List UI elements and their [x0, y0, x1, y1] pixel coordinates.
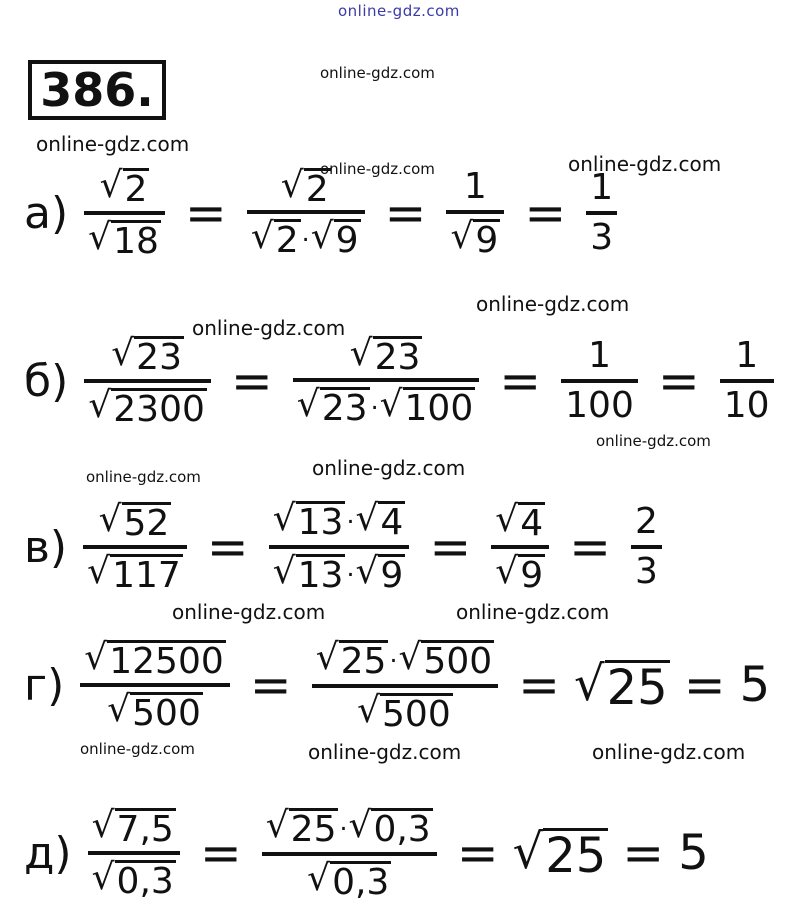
equation-a: а) √ 2 √ 18 = √ 2 √ 2 · √ 9 = 1 √ 9 = $\frac{1}{3}$ — [24, 158, 623, 268]
problem-number: 386. — [28, 60, 166, 120]
watermark: online-gdz.com — [456, 600, 610, 624]
fraction: √ 7,5 √ 0,3 — [88, 805, 180, 901]
watermark: online-gdz.com — [476, 292, 630, 316]
equation-g: г) √ 12500 √ 500 = √ 25 · √ 500 √ 500 = √ 25 = 5 — [24, 636, 771, 735]
equation-b: б) √ 23 √ 2300 = √ 23 √ 23 · √ 100 = $\frac{1}{100}$ = $\frac{1}{10}$ — [24, 326, 780, 436]
watermark: online-gdz.com — [86, 468, 201, 486]
watermark: online-gdz.com — [36, 132, 190, 156]
equation-v: в) √ 52 √ 117 = √ 13 · √ 4 √ 13 · √ 9 = √ 4 √ 9 = $\frac{2}{3}$ — [24, 492, 668, 602]
fraction: $\frac{1}{3}$ — [586, 167, 617, 259]
item-label: г) — [24, 659, 65, 711]
watermark: online-gdz.com — [80, 740, 195, 758]
watermark: online-gdz.com — [568, 152, 722, 176]
item-label: б) — [24, 355, 69, 407]
fraction: √ 23 √ 23 · √ 100 — [293, 333, 479, 430]
watermark: online-gdz.com — [308, 740, 462, 764]
fraction: 1 √ 9 — [446, 166, 504, 260]
fraction: √ 13 · √ 4 √ 13 · √ 9 — [269, 498, 410, 596]
fraction: √ 12500 √ 500 — [80, 637, 229, 733]
fraction: √ 2 √ 18 — [84, 165, 165, 261]
watermark: online-gdz.com — [320, 160, 435, 178]
watermark-top: online-gdz.com — [338, 2, 460, 20]
watermark: online-gdz.com — [312, 456, 466, 480]
fraction: √ 25 · √ 0,3 √ 0,3 — [262, 805, 437, 902]
fraction: $\frac{1}{10}$ — [720, 335, 774, 427]
fraction: √ 52 √ 117 — [83, 499, 187, 595]
item-label: а) — [24, 187, 69, 239]
watermark: online-gdz.com — [192, 316, 346, 340]
fraction: √ 4 √ 9 — [491, 499, 549, 595]
fraction: √ 2 √ 2 · √ 9 — [247, 165, 365, 262]
equation-d: д) √ 7,5 √ 0,3 = √ 25 · √ 0,3 √ 0,3 = √ 25 = 5 — [24, 804, 709, 903]
item-label: д) — [24, 827, 72, 879]
item-label: в) — [24, 521, 68, 573]
fraction: $\frac{2}{3}$ — [631, 501, 662, 593]
watermark: online-gdz.com — [596, 432, 711, 450]
fraction: √ 25 · √ 500 √ 500 — [312, 637, 498, 734]
watermark: online-gdz.com — [320, 64, 435, 82]
watermark: online-gdz.com — [172, 600, 326, 624]
watermark: online-gdz.com — [592, 740, 746, 764]
fraction: $\frac{1}{100}$ — [561, 335, 638, 427]
fraction: √ 23 √ 2300 — [84, 333, 211, 429]
